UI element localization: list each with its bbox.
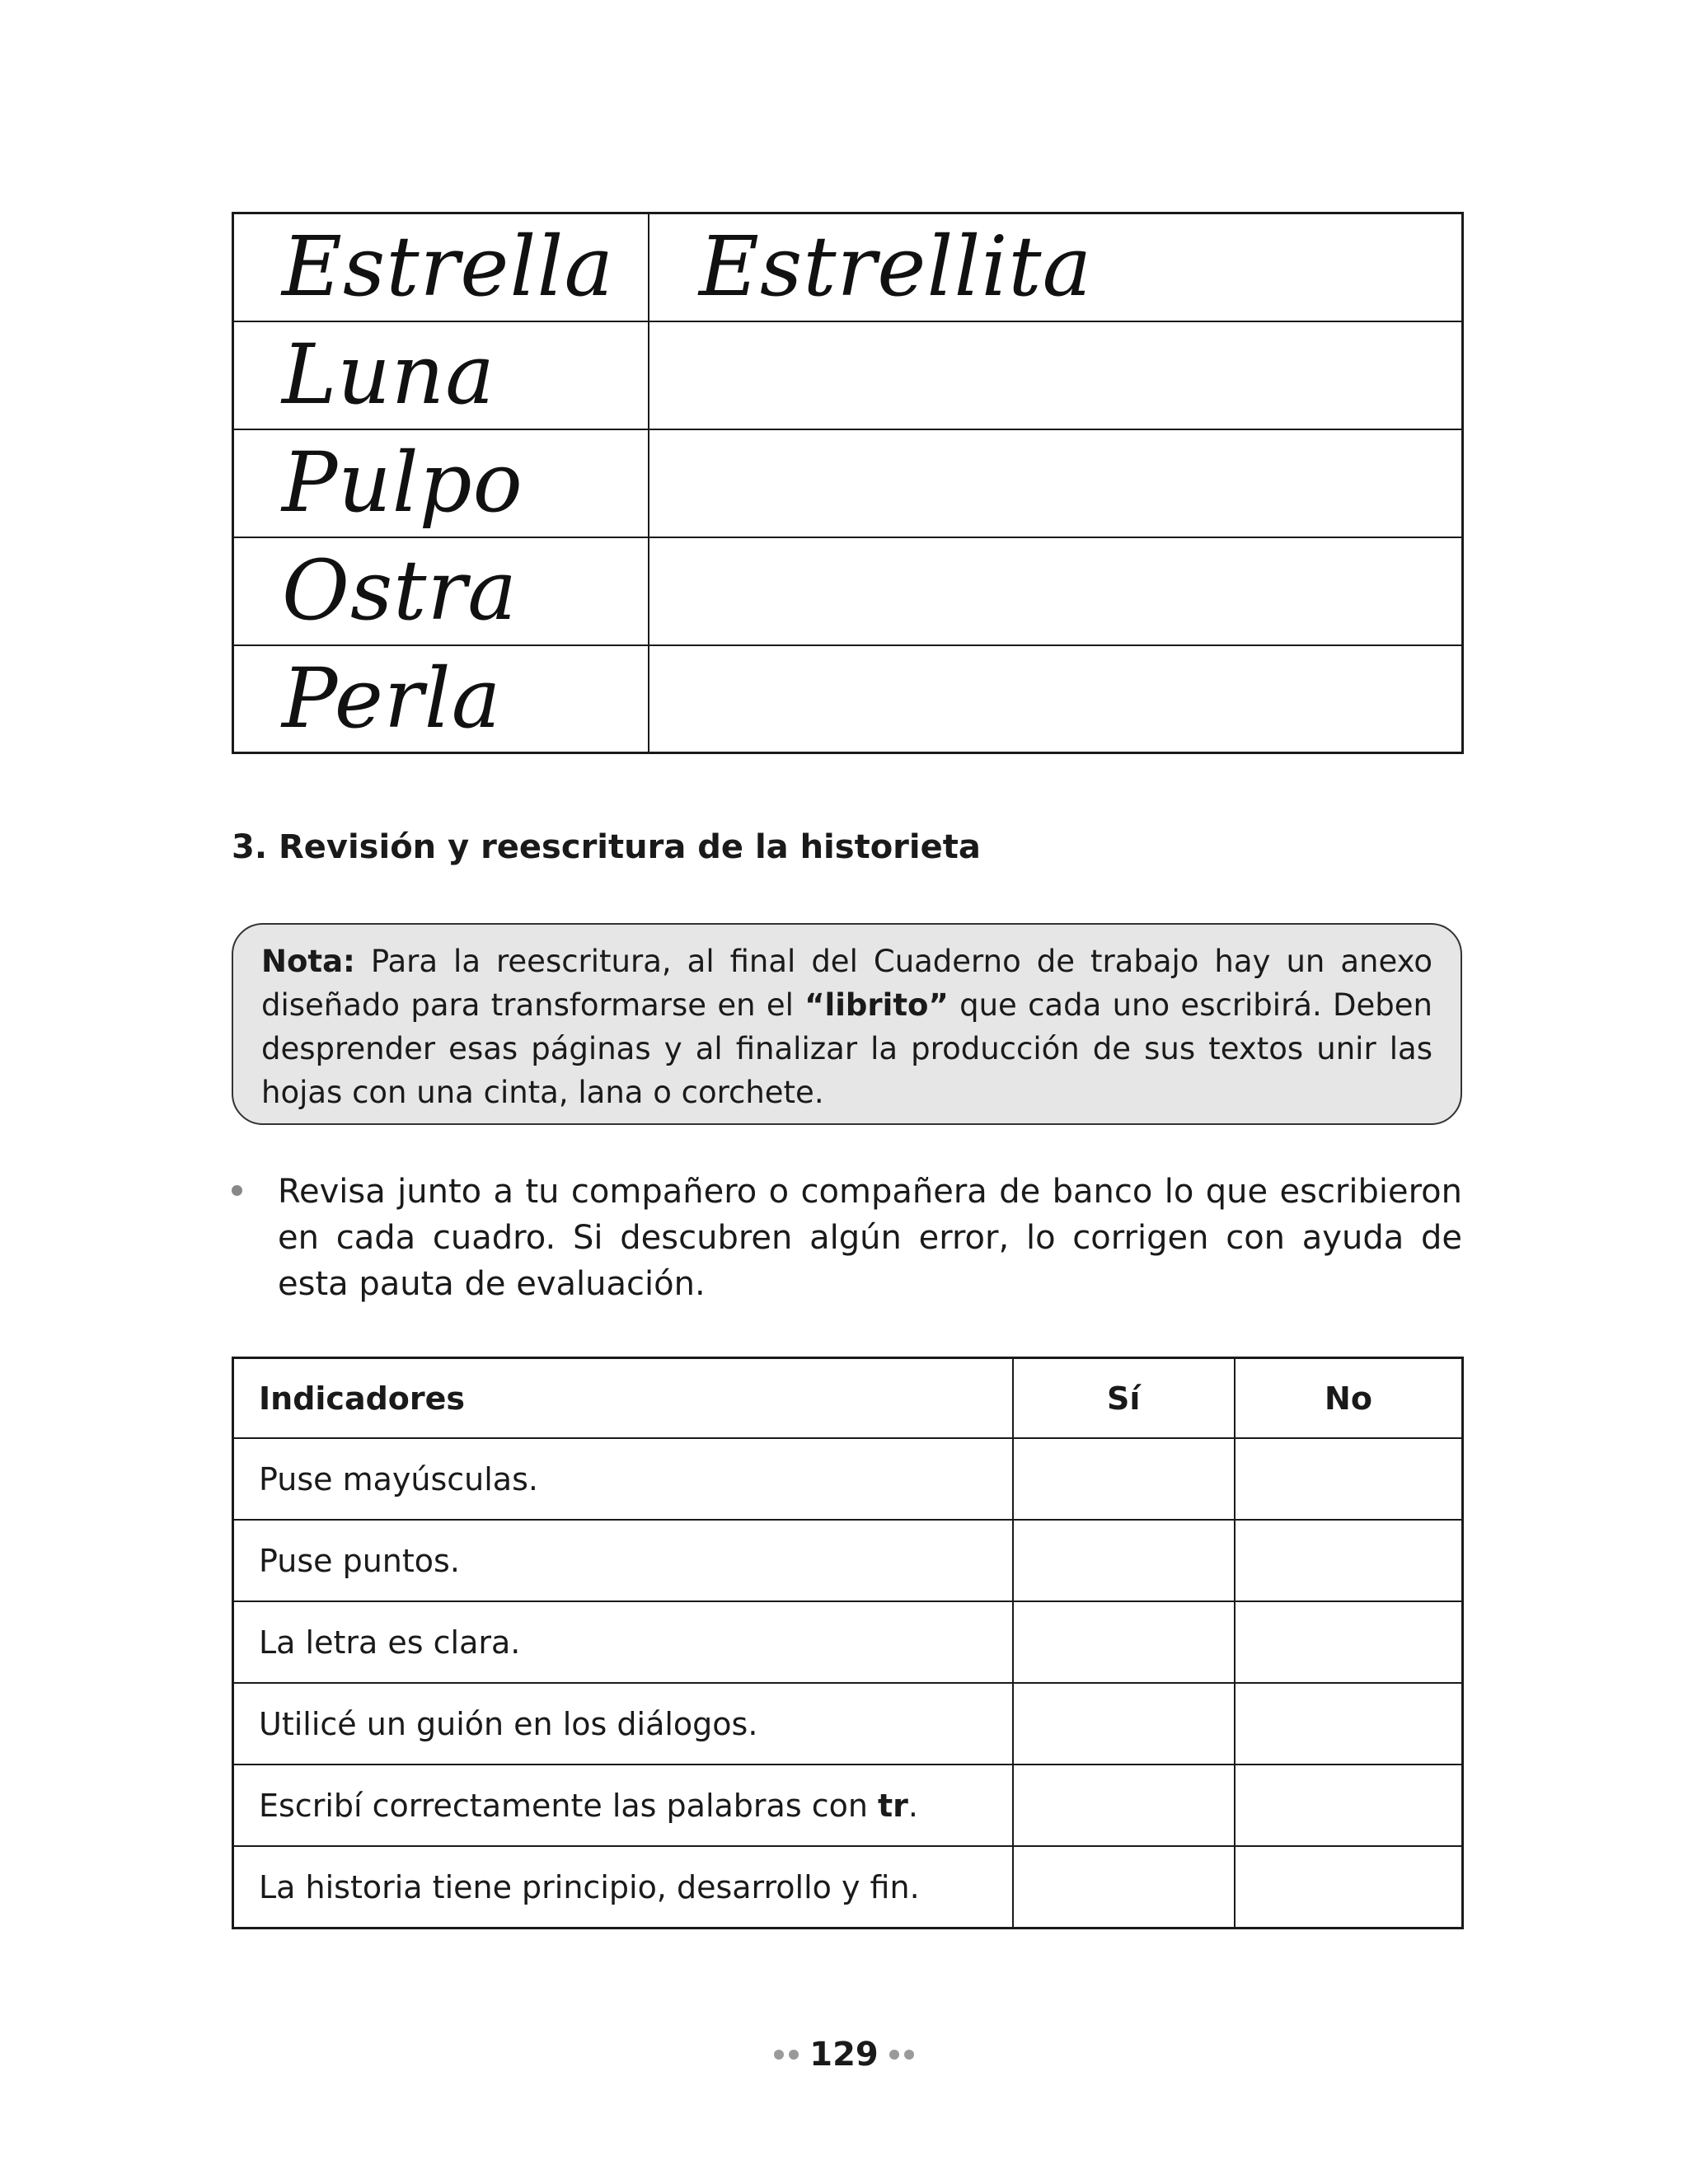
cursive-word: Estrella [282,218,615,316]
indicator-cell [233,1846,1013,1929]
diminutive-cell[interactable] [649,537,1463,645]
cursive-word: Pulpo [282,434,523,531]
cursive-diminutive [649,434,699,531]
word-row [233,537,1463,645]
indicator-cell [233,1683,1013,1765]
table-row [233,1520,1463,1601]
note-text-part2: que cada uno escribirá. Deben desprender esas páginas y al finalizar la producción de sus textos unir las hojas con una cinta, lana o corchete. [261,987,1432,1110]
header-indicators: Indicadores [233,1358,1013,1439]
diminutive-cell[interactable] [649,321,1463,429]
cursive-word: Luna [282,326,495,423]
table-header-row [233,1358,1463,1439]
word-row [233,645,1463,753]
note-box [232,923,1462,1125]
indicator-cell [233,1765,1013,1846]
no-checkbox-cell[interactable] [1235,1520,1463,1601]
indicator-bold-text: tr [878,1787,908,1824]
word-cell [233,213,649,321]
evaluation-table [232,1357,1464,1929]
table-row [233,1846,1463,1929]
word-row [233,429,1463,537]
header-yes: Sí [1013,1358,1235,1439]
indicator-text: Utilicé un guión en los diálogos. [259,1705,758,1742]
dot-icon [774,2050,784,2060]
word-row [233,213,1463,321]
dot-icon [889,2050,899,2060]
table-row [233,1765,1463,1846]
indicator-suffix: . [907,1787,919,1824]
no-checkbox-cell[interactable] [1235,1438,1463,1520]
indicator-cell [233,1438,1013,1520]
diminutive-cell[interactable] [649,429,1463,537]
diminutive-cell[interactable] [649,213,1463,321]
word-cell [233,537,649,645]
word-cell [233,429,649,537]
yes-checkbox-cell[interactable] [1013,1765,1235,1846]
word-cell [233,645,649,753]
instruction-text: Revisa junto a tu compañero o compañera de banco lo que escribieron en cada cuadro. Si descubren algún error, lo corrigen con ayuda de esta pauta de evaluación. [278,1173,1462,1303]
cursive-word: Perla [282,649,502,747]
no-checkbox-cell[interactable] [1235,1601,1463,1683]
no-checkbox-cell[interactable] [1235,1765,1463,1846]
note-bold-term: “librito” [804,987,949,1023]
yes-checkbox-cell[interactable] [1013,1846,1235,1929]
page-number [0,2034,1688,2074]
cursive-word-table [232,212,1464,754]
table-row [233,1683,1463,1765]
diminutive-cell[interactable] [649,645,1463,753]
indicator-text: La letra es clara. [259,1624,521,1661]
cursive-diminutive: Estrellita [699,218,1093,316]
dot-icon [789,2050,799,2060]
no-checkbox-cell[interactable] [1235,1683,1463,1765]
cursive-diminutive [649,542,699,639]
no-checkbox-cell[interactable] [1235,1846,1463,1929]
indicator-text: Puse puntos. [259,1542,460,1579]
indicator-text: Escribí correctamente las palabras con [259,1787,879,1824]
note-label: Nota: [261,944,355,979]
dot-icon [904,2050,914,2060]
yes-checkbox-cell[interactable] [1013,1683,1235,1765]
yes-checkbox-cell[interactable] [1013,1601,1235,1683]
cursive-diminutive [649,326,699,423]
table-row [233,1601,1463,1683]
indicator-text: Puse mayúsculas. [259,1460,538,1497]
table-row [233,1438,1463,1520]
page-number-text: 129 [809,2036,879,2074]
indicator-cell [233,1601,1013,1683]
cursive-diminutive [649,650,699,747]
header-no: No [1235,1358,1463,1439]
indicator-text: La historia tiene principio, desarrollo y fin. [259,1868,920,1905]
instruction-bullet [232,1169,1462,1307]
cursive-word: Ostra [282,542,518,639]
word-cell [233,321,649,429]
section-title: 3. Revisión y reescritura de la historieta [232,828,981,866]
note-text-part1: Para la reescritura, al final del Cuaderno de trabajo hay un anexo diseñado para transformarse en el [261,944,1432,1023]
yes-checkbox-cell[interactable] [1013,1438,1235,1520]
bullet-dot-icon [232,1185,242,1196]
word-row [233,321,1463,429]
yes-checkbox-cell[interactable] [1013,1520,1235,1601]
indicator-cell [233,1520,1013,1601]
